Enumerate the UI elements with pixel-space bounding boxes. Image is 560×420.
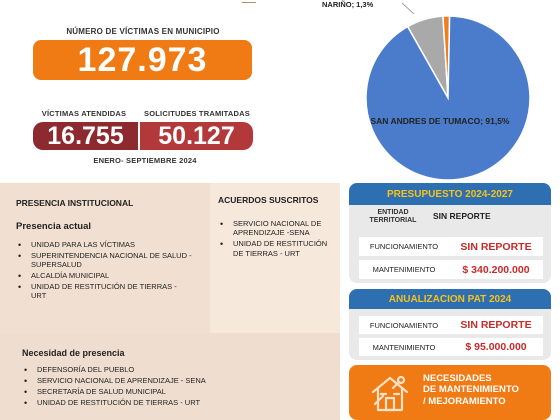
acuerdos-list xyxy=(218,219,330,260)
requests-label: SOLICITUDES TRAMITADAS xyxy=(144,109,250,118)
list-item: • SERVICIO NACIONAL DE APRENDIZAJE -SENA xyxy=(218,219,330,238)
necesidades-line1: NECESIDADES xyxy=(423,373,492,384)
list-item: • UNIDAD PARA LAS VÍCTIMAS xyxy=(16,240,194,249)
necesidades-line3: / MEJORAMIENTO xyxy=(423,395,506,407)
list-item: • UNIDAD DE RESTITUCIÓN DE TIERRAS - URT xyxy=(218,239,330,258)
victims-label: NÚMERO DE VÍCTIMAS EN MUNICIPIO xyxy=(66,27,220,36)
list-item: • UNIDAD DE RESTITUCIÓN DE TIERRAS - URT xyxy=(22,398,332,407)
func-label: FUNCIONAMIENTO xyxy=(369,242,439,251)
necesidades-line2: DE MANTENIMIENTO xyxy=(423,384,519,396)
pie-leader-line xyxy=(402,3,414,14)
pie-label-tumaco: SAN ANDRES DE TUMACO; 91,5% xyxy=(370,116,510,126)
acuerdos-title: ACUERDOS SUSCRITOS xyxy=(218,195,319,205)
pat-mant-label: MANTENIMIENTO xyxy=(372,342,436,352)
list-item: • SERVICIO NACIONAL DE APRENDIZAJE - SENA xyxy=(22,376,332,385)
pat-func-label: FUNCIONAMIENTO xyxy=(369,320,439,330)
pat-mant-value: $ 95.000.000 xyxy=(465,341,527,353)
presupuesto-title: PRESUPUESTO 2024-2027 xyxy=(349,183,551,205)
necesidades-card xyxy=(349,365,551,420)
top-decor-line xyxy=(242,0,256,3)
presupuesto-func-row xyxy=(359,237,543,256)
necesidad-title: Necesidad de presencia xyxy=(22,348,125,358)
building-tools-icon xyxy=(367,370,413,416)
requests-count: 50.127 xyxy=(140,122,253,150)
pie-label-narino: NARIÑO; 1,3% xyxy=(322,0,374,9)
mant-value: $ 340.200.000 xyxy=(462,263,530,276)
necesidad-list xyxy=(22,365,332,409)
list-item: • SECRETARÍA DE SALUD MUNICIPAL xyxy=(22,387,332,396)
attended-label: VÍCTIMAS ATENDIDAS xyxy=(41,109,127,118)
list-item: • ALCALDÍA MUNICIPAL xyxy=(16,271,194,280)
mant-label: MANTENIMIENTO xyxy=(372,265,436,274)
presencia-list xyxy=(16,240,194,302)
pat-card xyxy=(349,289,551,360)
list-item: • DEFENSORÍA DEL PUEBLO xyxy=(22,365,332,374)
attended-count: 16.755 xyxy=(33,122,138,150)
entidad-territorial-value: SIN REPORTE xyxy=(433,211,491,221)
func-value: SIN REPORTE xyxy=(460,240,532,253)
period-label: ENERO- SEPTIEMBRE 2024 xyxy=(93,156,197,165)
pat-title: ANUALIZACION PAT 2024 xyxy=(349,289,551,309)
list-item: • SUPERINTENDENCIA NACIONAL DE SALUD - SUPERSALUD xyxy=(16,251,194,270)
pat-mant-row xyxy=(359,338,543,356)
presupuesto-mant-row xyxy=(359,260,543,279)
presencia-subtitle: Presencia actual xyxy=(16,221,91,232)
entidad-territorial-label: ENTIDAD TERRITORIAL xyxy=(369,209,417,224)
victims-count: 127.973 xyxy=(33,40,252,80)
presencia-title: PRESENCIA INSTITUCIONAL xyxy=(16,198,134,208)
presupuesto-card xyxy=(349,183,551,283)
victims-pie-chart xyxy=(330,0,550,180)
pat-func-row xyxy=(359,316,543,334)
pat-func-value: SIN REPORTE xyxy=(460,319,532,331)
list-item: • UNIDAD DE RESTITUCIÓN DE TIERRAS - URT xyxy=(16,282,194,301)
necesidades-title xyxy=(423,373,547,407)
